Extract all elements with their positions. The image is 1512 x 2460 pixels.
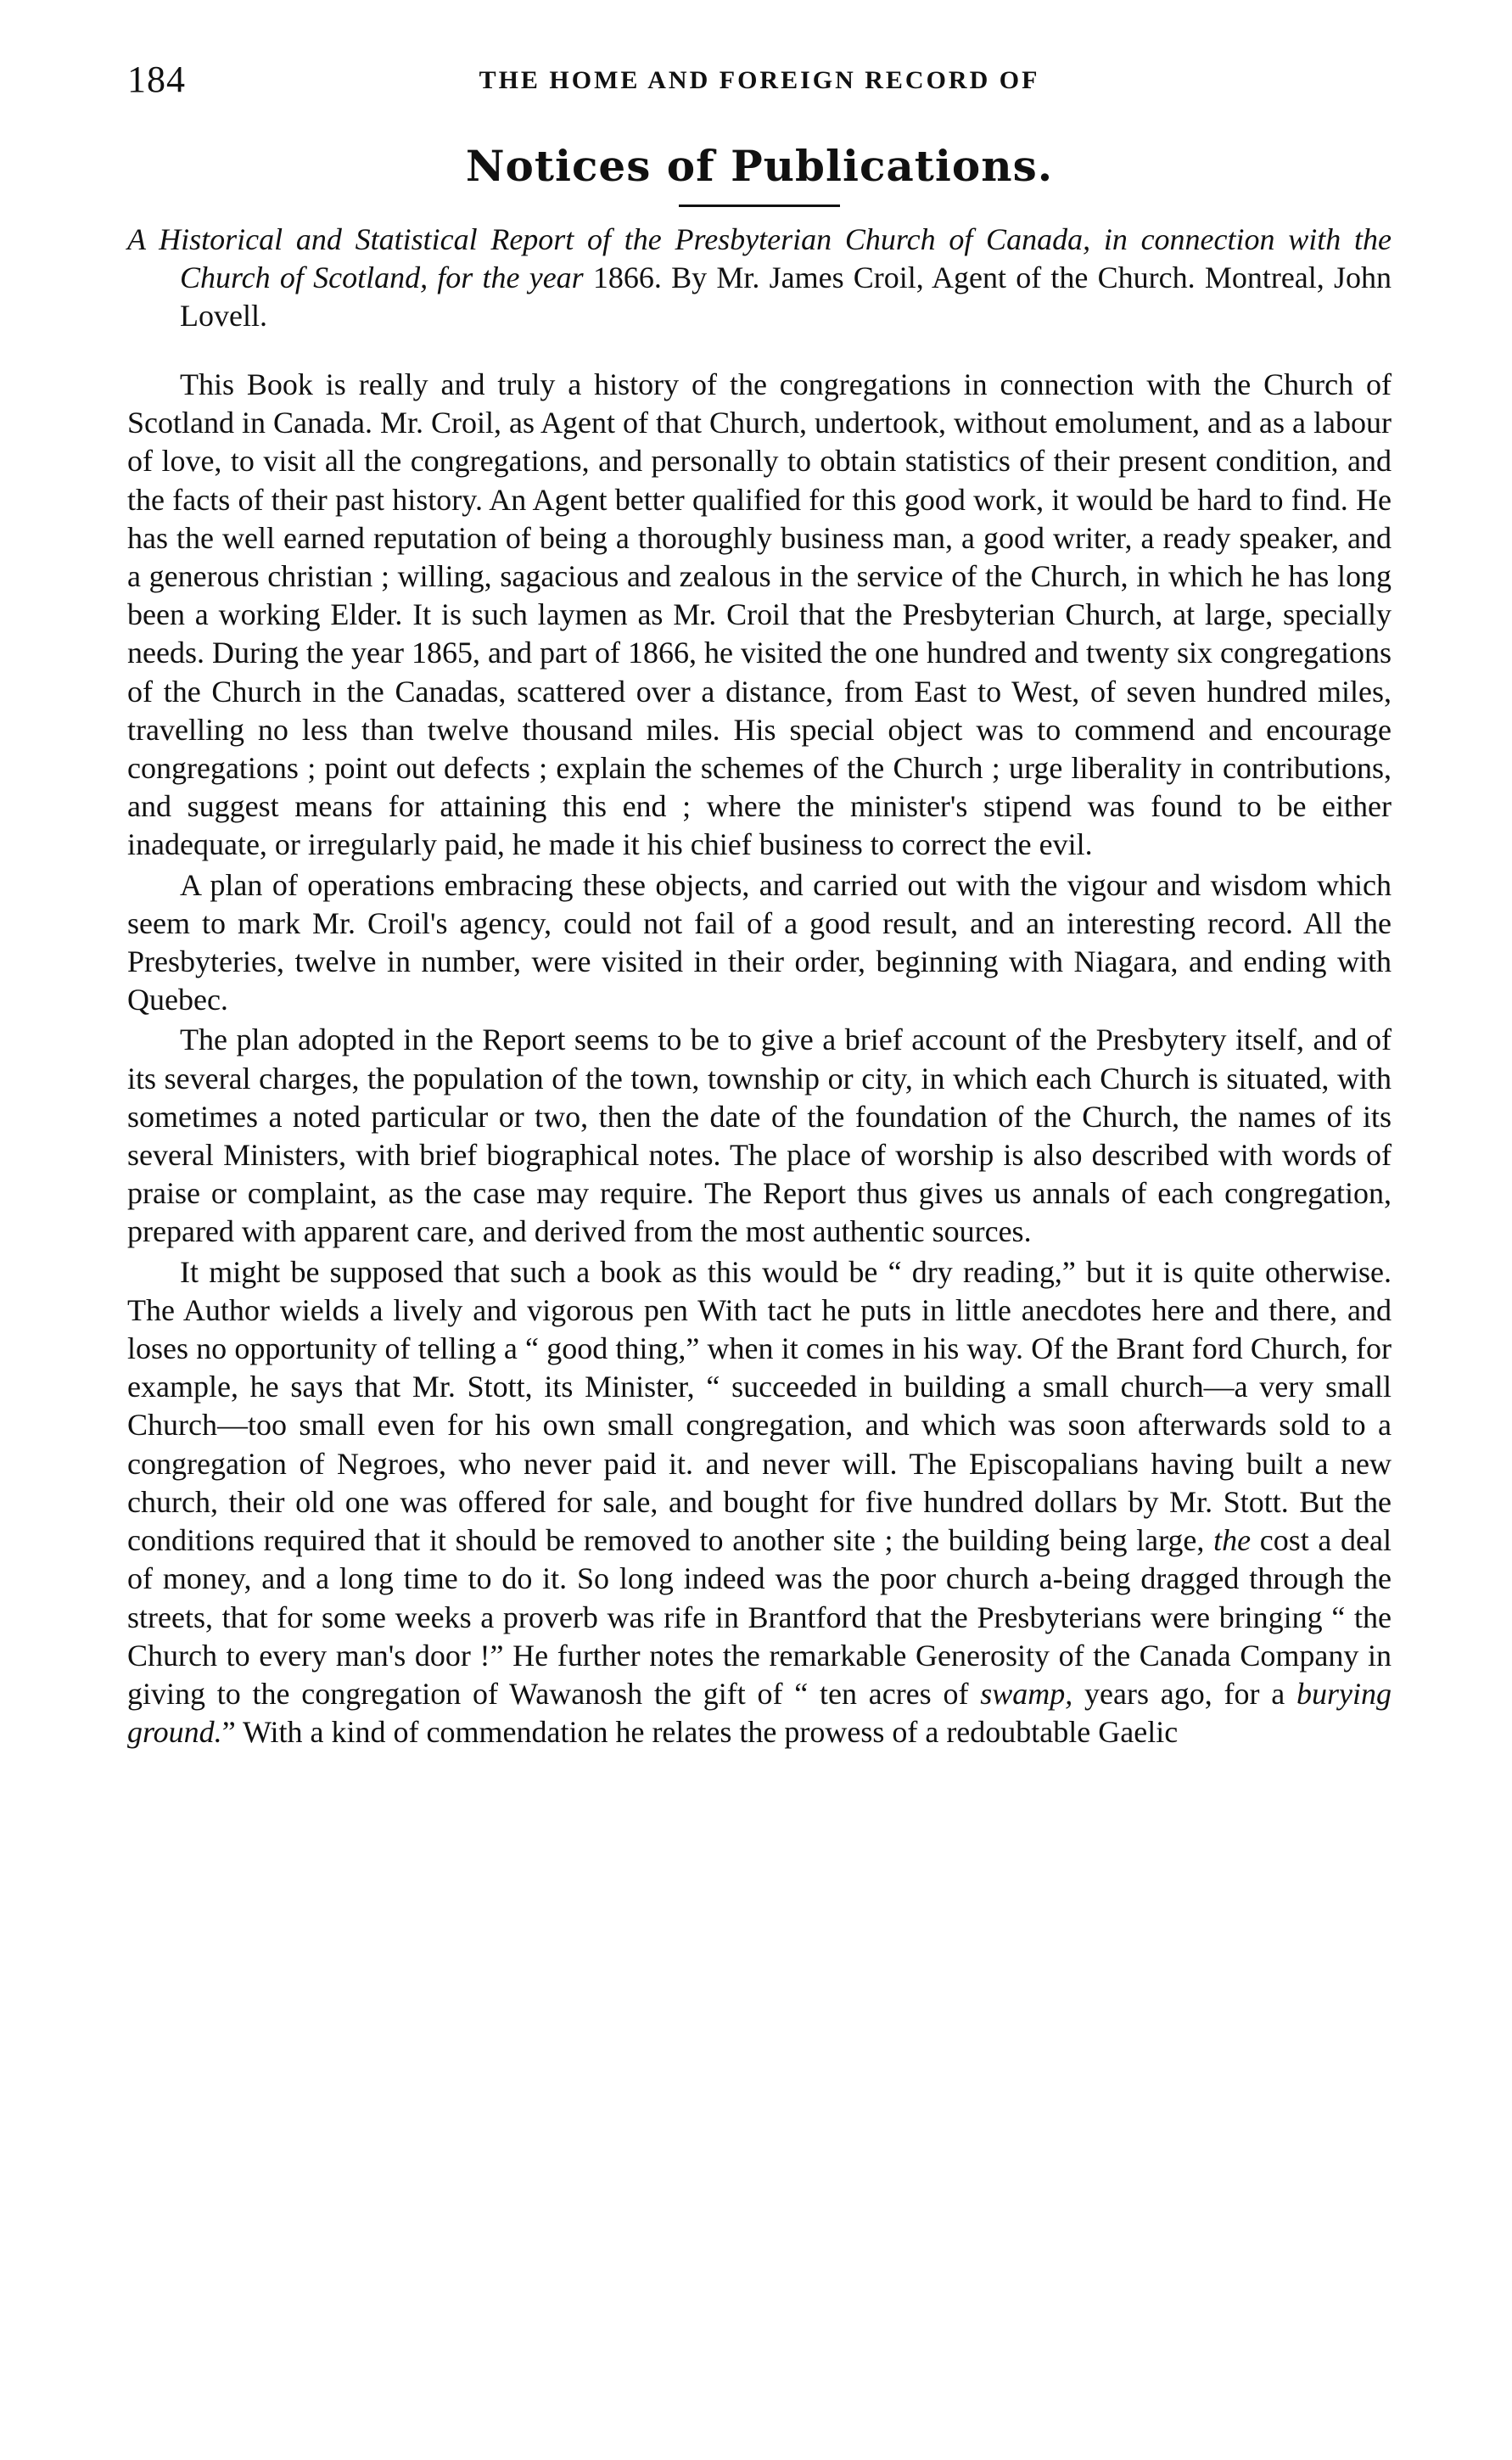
paragraph-4-part-c: years ago, for a	[1084, 1676, 1285, 1711]
paragraph-4-part-a: It might be supposed that such a book as this would be “ dry reading,” but it is quite otherwise. The Author wields a lively and vigorous pen With tact he puts in little anecdotes here and there, and loses no opportunity of telling a “ good thing,” when it comes in his way. Of the Brant ford Church, for example, he says that Mr. Stott, its Minister, “ succeeded in building a small church—a very small Church—too small even for his own small congregation, and which was soon afterwards sold to a congregation of Negroes, who never paid it. and never will. The Episcopalians having built a new church, their old one was offered for sale, and bought for five hundred dollars by Mr. Stott. But the conditions required that it should be removed to another site ; the building being large,	[127, 1254, 1392, 1558]
paragraph-4-part-d: ” With a kind of commendation he relates the prowess of a redoubtable Gaelic	[221, 1715, 1179, 1750]
paragraph-2: A plan of operations embracing these objects, and carried out with the vigour and wisdom which seem to mark Mr. Croil's agency, could not fail of a good result, and an interesting record. All the Presbyteries, twelve in number, were visited in their order, beginning with Niagara, and ending with Quebec.	[127, 867, 1392, 1017]
running-title: THE HOME AND FOREIGN RECORD OF	[479, 66, 1040, 94]
section-title: Notices of Publications.	[465, 141, 1054, 191]
review-body	[127, 366, 1392, 1751]
title-rule	[679, 205, 840, 207]
citation-author: By Mr. James Croil, Agent of the Church. Montreal, John Lovell.	[180, 261, 1392, 333]
page-number: 184	[127, 59, 186, 100]
paragraph-4-the: the	[1213, 1523, 1252, 1558]
paragraph-1: This Book is really and truly a history of the congregations in connection with the Church of Scotland in Canada. Mr. Croil, as Agent of that Church, undertook, without emolument, and as a labour of love, to visit all the congregations, and personally to obtain statistics of their present condition, and the facts of their past history. An Agent better qualified for this good work, it would be hard to find. He has the well earned reputation of being a thoroughly business man, a good writer, a ready speaker, and a generous christian ; willing, sagacious and zealous in the service of the Church, in which he has long been a working Elder. It is such laymen as Mr. Croil that the Presbyterian Church, at large, specially needs. During the year 1865, and part of 1866, he visited the one hundred and twenty six congregations of the Church in the Canadas, scattered over a distance, from East to West, of seven hundred miles, travelling no less than twelve thousand miles. His special object was to commend and encourage congregations ; point out defects ; explain the schemes of the Church ; urge liberality in contributions, and suggest means for attaining this end ; where the minister's stipend was found to be either inadequate, or irregularly paid, he made it his chief business to correct the evil.	[127, 367, 1392, 862]
paragraph-3: The plan adopted in the Report seems to be to give a brief account of the Presbytery itself, and of its several charges, the population of the town, township or city, in which each Church is situated, with sometimes a noted particular or two, then the date of the foundation of the Church, the names of its several Ministers, with brief biographical notes. The place of worship is also described with words of praise or complaint, as the case may require. The Report thus gives us annals of each congregation, prepared with apparent care, and derived from the most authentic sources.	[127, 1023, 1392, 1249]
book-citation	[127, 221, 1392, 335]
paragraph-4-part-b: cost a deal of money, and a long time to do it. So long indeed was the poor church a-being dragged through the streets, that for some weeks a proverb was rife in Brantford that the Presbyterians were bringing “ the Church to every man's door !” He further notes the remarkable Generosity of the Canada Company in giving to the congregation of Wawanosh the gift of “ ten acres of	[127, 1523, 1392, 1711]
running-head	[127, 51, 1392, 110]
document-page	[127, 51, 1392, 1751]
paragraph-4-swamp: swamp,	[980, 1676, 1073, 1711]
paragraph-4-burying-ground: burying ground.	[127, 1676, 1392, 1750]
citation-title: A Historical and Statistical Report of the Presbyterian Church of Canada, in connection with the Church of Scotland, for the year	[127, 222, 1392, 294]
citation-year: 1866.	[592, 261, 662, 294]
paragraph-4	[127, 1253, 1392, 1752]
